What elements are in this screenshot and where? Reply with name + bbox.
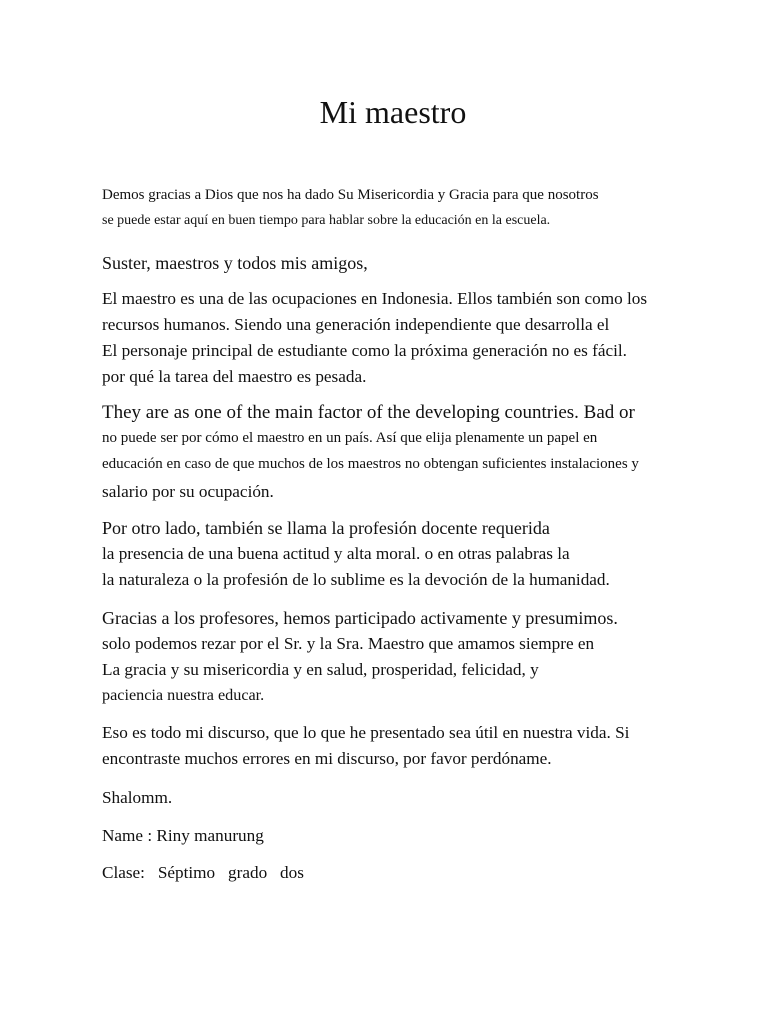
intro-line-2: se puede estar aquí en buen tiempo para hablar sobre la educación en la escuela.: [102, 213, 551, 228]
paragraph-4-line-2: solo podemos rezar por el Sr. y la Sra. Maestro que amamos siempre en: [102, 634, 595, 653]
paragraph-5-line-1: Eso es todo mi discurso, que lo que he presentado sea útil en nuestra vida. Si: [102, 723, 630, 742]
paragraph-2-line-3: educación en caso de que muchos de los maestros no obtengan suficientes instalaciones y: [102, 456, 639, 472]
intro-line-1: Demos gracias a Dios que nos ha dado Su Misericordia y Gracia para que nosotros: [102, 187, 599, 203]
document-title: Mi maestro: [319, 94, 467, 130]
paragraph-2-line-2: no puede ser por cómo el maestro en un país. Así que elija plenamente un papel en: [102, 430, 598, 446]
paragraph-4-line-4: paciencia nuestra educar.: [102, 686, 265, 704]
closing-line: Shalomm.: [102, 788, 173, 807]
paragraph-4-line-1: Gracias a los profesores, hemos participado activamente y presumimos.: [102, 608, 618, 628]
paragraph-1-line-4: por qué la tarea del maestro es pesada.: [102, 367, 367, 386]
paragraph-3-line-2: la presencia de una buena actitud y alta moral. o en otras palabras la: [102, 544, 570, 563]
paragraph-1-line-3: El personaje principal de estudiante como la próxima generación no es fácil.: [102, 341, 627, 360]
paragraph-1-line-1: El maestro es una de las ocupaciones en Indonesia. Ellos también son como los: [102, 289, 648, 308]
paragraph-2-line-1: They are as one of the main factor of the developing countries. Bad or: [102, 402, 635, 423]
paragraph-3-line-3: la naturaleza o la profesión de lo sublime es la devoción de la humanidad.: [102, 570, 610, 589]
greeting-line: Suster, maestros y todos mis amigos,: [102, 253, 368, 273]
paragraph-2-line-4: salario por su ocupación.: [102, 482, 274, 501]
paragraph-1-line-2: recursos humanos. Siendo una generación independiente que desarrolla el: [102, 315, 610, 334]
paragraph-3-line-1: Por otro lado, también se llama la profesión docente requerida: [102, 518, 550, 538]
class-line: Clase: Séptimo grado dos: [102, 863, 304, 882]
paragraph-4-line-3: La gracia y su misericordia y en salud, prosperidad, felicidad, y: [102, 660, 539, 679]
name-line: Name : Riny manurung: [102, 826, 264, 845]
paragraph-5-line-2: encontraste muchos errores en mi discurso, por favor perdóname.: [102, 749, 552, 768]
